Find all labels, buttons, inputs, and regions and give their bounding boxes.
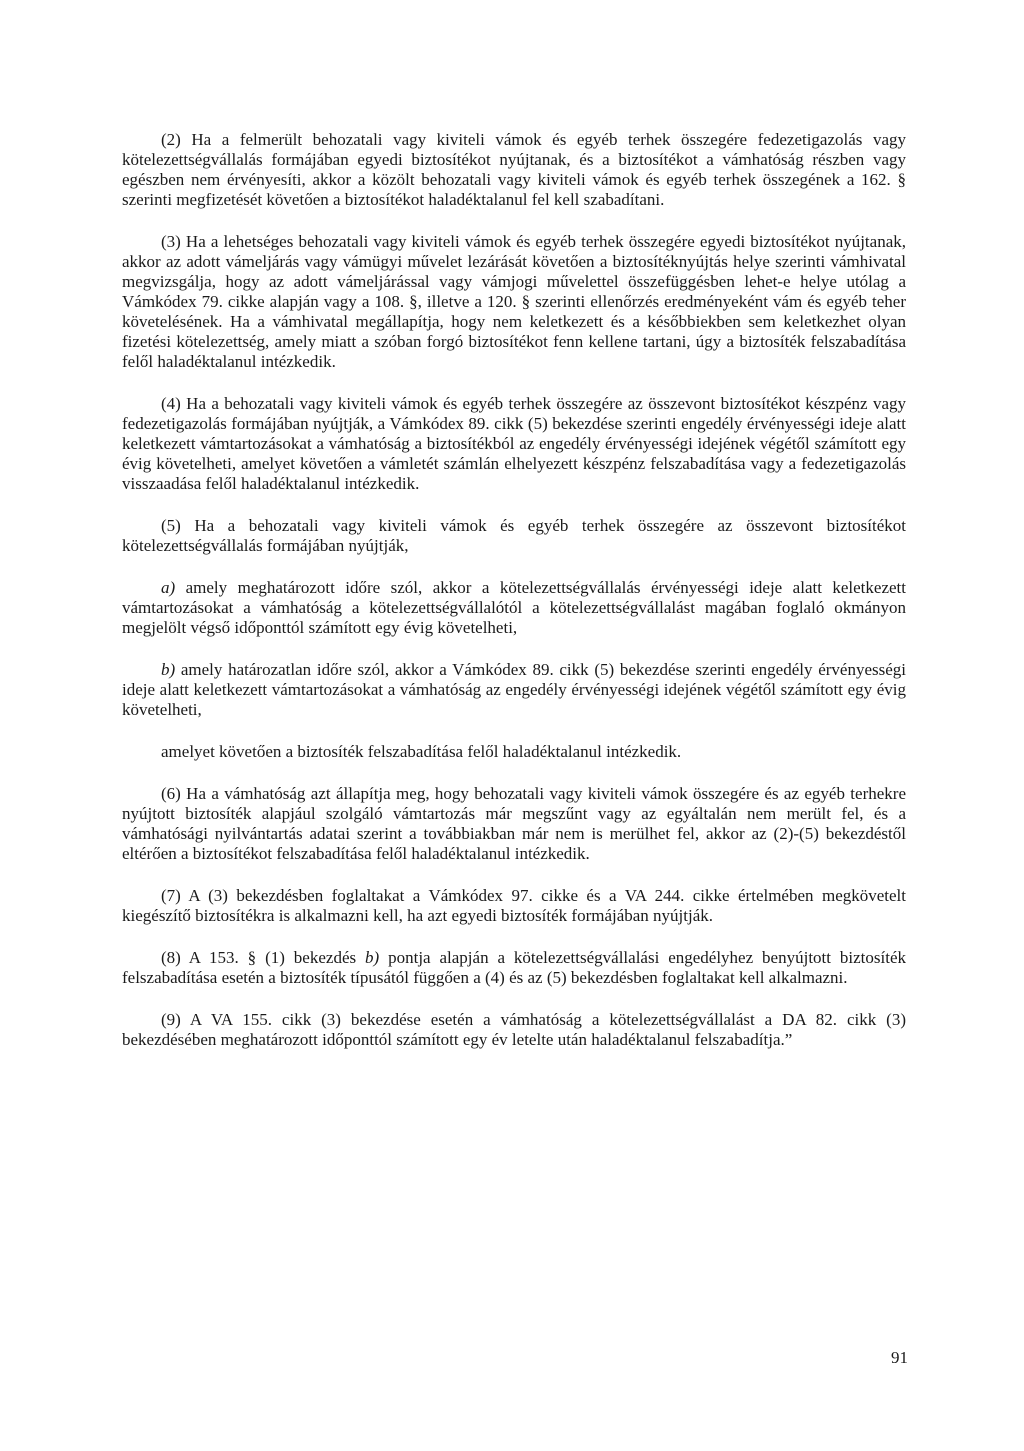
paragraph-5-closing: amelyet követően a biztosíték felszabadítása felől haladéktalanul intézkedik.	[161, 742, 682, 761]
paragraph-8-text: pontja alapján a kötelezettségvállalási engedélyhez benyújtott biztosíték felszabadítása esetén a biztosíték típusától függően a (4) és az (5) bekezdésben foglaltakat kell alkalmazni.	[122, 948, 906, 987]
paragraph-8	[122, 948, 906, 988]
paragraph-3: (3) Ha a lehetséges behozatali vagy kiviteli vámok és egyéb terhek összegére egyedi biztosítékot nyújtanak, akkor az adott vámeljárás vagy vámügyi művelet lezárását követően a biztosítéknyújtás helye szerinti vámhivatal megvizsgálja, hogy az adott vámeljárással vagy vámjogi művelettel összefüggésben lehet-e helye utólag a Vámkódex 79. cikke alapján vagy a 108. §, illetve a 120. § szerinti ellenőrzés eredményeként vám és egyéb teher követelésének. Ha a vámhivatal megállapítja, hogy nem keletkezett és a későbbiekben sem keletkezhet olyan fizetési kötelezettség, amely miatt a szóban forgó biztosítékot fenn kellene tartani, úgy a biztosíték felszabadítása felől haladéktalanul intézkedik.	[122, 232, 906, 371]
paragraph-6: (6) Ha a vámhatóság azt állapítja meg, hogy behozatali vagy kiviteli vámok összegére és az egyéb terhekre nyújtott biztosíték alapjául szolgáló vámtartozás már megszűnt vagy az egyáltalán nem merült fel, és a vámhatósági nyilvántartás adatai szerint a továbbiakban már nem is merülhet fel, akkor az (2)-(5) bekezdéstől eltérően a biztosítékot felszabadítása felől haladéktalanul intézkedik.	[122, 784, 906, 863]
point-a-text: amely meghatározott időre szól, akkor a kötelezettségvállalás érvényességi ideje alatt keletkezett vámtartozásokat a vámhatóság a kötelezettségvállalótól a kötelezettségvállalást magában foglaló okmányon megjelölt végső időponttól számított egy évig követelheti,	[122, 578, 906, 637]
paragraph-5-point-a	[122, 578, 906, 638]
paragraph-9: (9) A VA 155. cikk (3) bekezdése esetén a vámhatóság a kötelezettségvállalást a DA 82. cikk (3) bekezdésében meghatározott időponttól számított egy év letelte után haladéktalanul felszabadítja.”	[122, 1010, 906, 1049]
paragraph-2: (2) Ha a felmerült behozatali vagy kiviteli vámok és egyéb terhek összegére fedezetigazolás vagy kötelezettségvállalás formájában egyedi biztosítékot nyújtanak, és a biztosítékot a vámhatóság részben vagy egészben nem érvényesíti, akkor a közölt behozatali vagy kiviteli vámok és egyéb terhek összegének a 162. § szerinti megfizetését követően a biztosítékot haladéktalanul fel kell szabadítani.	[122, 130, 906, 209]
point-b-text: amely határozatlan időre szól, akkor a Vámkódex 89. cikk (5) bekezdése szerinti engedély érvényességi ideje alatt keletkezett vámtartozásokat a vámhatóság az engedély érvényességi idejének végétől számított egy évig követelheti,	[122, 660, 906, 719]
paragraph-5: (5) Ha a behozatali vagy kiviteli vámok és egyéb terhek összegére az összevont biztosítékot kötelezettségvállalás formájában nyújtják,	[122, 516, 906, 555]
point-label-b: b)	[161, 660, 176, 679]
paragraph-4: (4) Ha a behozatali vagy kiviteli vámok és egyéb terhek összegére az összevont biztosítékot készpénz vagy fedezetigazolás formájában nyújtják, a Vámkódex 89. cikk (5) bekezdése szerinti engedély érvényességi ideje alatt keletkezett vámtartozásokat a vámhatóság a biztosítékból az engedély érvényességi idejének végétől számított egy évig követelheti, amelyet követően a vámletét számlán elhelyezett készpénz felszabadítása vagy a fedezetigazolás visszaadása felől haladéktalanul intézkedik.	[122, 394, 906, 493]
point-label-b-ref: b)	[365, 948, 380, 967]
page-number: 91	[891, 1348, 908, 1367]
paragraph-7: (7) A (3) bekezdésben foglaltakat a Vámkódex 97. cikke és a VA 244. cikke értelmében megkövetelt kiegészítő biztosítékra is alkalmazni kell, ha azt egyedi biztosíték formájában nyújtják.	[122, 886, 906, 925]
paragraph-8-lead: (8) A 153. § (1) bekezdés	[161, 948, 366, 967]
point-label-a: a)	[161, 578, 176, 597]
paragraph-5-point-b	[122, 660, 906, 720]
body-text	[122, 130, 906, 1050]
